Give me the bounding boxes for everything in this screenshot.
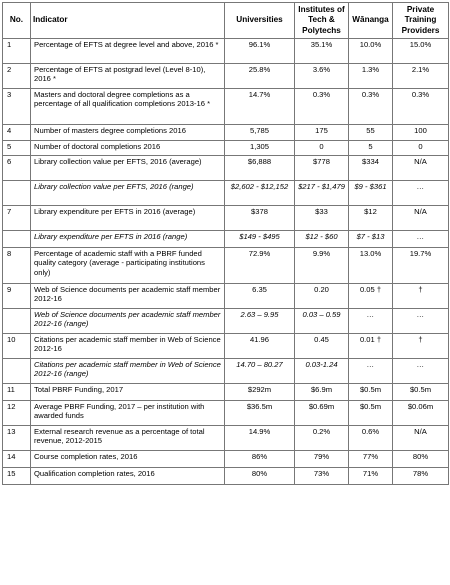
cell-ptp: N/A: [393, 156, 449, 181]
cell-universities: 14.70 – 80.27: [225, 359, 295, 384]
cell-indicator: Library collection value per EFTS, 2016 (average): [31, 156, 225, 181]
cell-no: 15: [3, 468, 31, 485]
cell-wananga: 13.0%: [349, 248, 393, 284]
cell-no: 3: [3, 89, 31, 125]
cell-indicator: Percentage of academic staff with a PBRF funded quality category (average - participating institutions only): [31, 248, 225, 284]
cell-ptp: …: [393, 309, 449, 334]
cell-indicator: Library collection value per EFTS, 2016 (range): [31, 181, 225, 206]
cell-ptp: 0: [393, 141, 449, 156]
table-row: [3, 468, 449, 485]
cell-universities: 25.8%: [225, 64, 295, 89]
cell-ptp: …: [393, 181, 449, 206]
cell-no: 1: [3, 39, 31, 64]
cell-universities: 6.35: [225, 284, 295, 309]
cell-wananga: $0.5m: [349, 401, 393, 426]
cell-ptp: 100: [393, 125, 449, 141]
cell-universities: $2,602 - $12,152: [225, 181, 295, 206]
cell-no: 10: [3, 334, 31, 359]
cell-indicator: Library expenditure per EFTS in 2016 (range): [31, 231, 225, 248]
cell-no: 8: [3, 248, 31, 284]
cell-institutes: 3.6%: [295, 64, 349, 89]
cell-universities: 5,785: [225, 125, 295, 141]
cell-ptp: N/A: [393, 426, 449, 451]
cell-universities: $6,888: [225, 156, 295, 181]
cell-wananga: 1.3%: [349, 64, 393, 89]
cell-institutes: $12 - $60: [295, 231, 349, 248]
table-row: [3, 334, 449, 359]
cell-no: 4: [3, 125, 31, 141]
cell-wananga: $0.5m: [349, 384, 393, 401]
cell-indicator: Percentage of EFTS at degree level and above, 2016 *: [31, 39, 225, 64]
cell-indicator: Masters and doctoral degree completions as a percentage of all qualification completions 2013-16 *: [31, 89, 225, 125]
header-indicator: Indicator: [31, 3, 225, 39]
cell-no: 12: [3, 401, 31, 426]
table-row: [3, 156, 449, 181]
cell-wananga: $12: [349, 206, 393, 231]
table-row: [3, 141, 449, 156]
cell-institutes: $778: [295, 156, 349, 181]
cell-wananga: 77%: [349, 451, 393, 468]
cell-ptp: $0.5m: [393, 384, 449, 401]
cell-ptp: …: [393, 231, 449, 248]
cell-wananga: 71%: [349, 468, 393, 485]
table-row: [3, 426, 449, 451]
cell-wananga: …: [349, 359, 393, 384]
cell-institutes: 0.45: [295, 334, 349, 359]
cell-institutes: $217 - $1,479: [295, 181, 349, 206]
cell-ptp: $0.06m: [393, 401, 449, 426]
cell-universities: 96.1%: [225, 39, 295, 64]
header-ptp: Private Training Providers: [393, 3, 449, 39]
cell-universities: $36.5m: [225, 401, 295, 426]
cell-wananga: 0.6%: [349, 426, 393, 451]
table-row: [3, 309, 449, 334]
cell-wananga: …: [349, 309, 393, 334]
table-row: [3, 89, 449, 125]
cell-indicator: Citations per academic staff member in Web of Science 2012-16: [31, 334, 225, 359]
cell-universities: $149 - $495: [225, 231, 295, 248]
cell-universities: 14.7%: [225, 89, 295, 125]
cell-wananga: $334: [349, 156, 393, 181]
cell-indicator: Average PBRF Funding, 2017 – per institution with awarded funds: [31, 401, 225, 426]
cell-institutes: 73%: [295, 468, 349, 485]
cell-ptp: …: [393, 359, 449, 384]
table-row: [3, 39, 449, 64]
cell-no: 11: [3, 384, 31, 401]
cell-institutes: 0.3%: [295, 89, 349, 125]
cell-institutes: 0.20: [295, 284, 349, 309]
header-row: [3, 3, 449, 39]
table-row: [3, 451, 449, 468]
cell-no: [3, 181, 31, 206]
cell-no: 13: [3, 426, 31, 451]
cell-institutes: $0.69m: [295, 401, 349, 426]
cell-no: 6: [3, 156, 31, 181]
cell-indicator: Qualification completion rates, 2016: [31, 468, 225, 485]
cell-no: 2: [3, 64, 31, 89]
cell-no: 5: [3, 141, 31, 156]
cell-institutes: 0.2%: [295, 426, 349, 451]
cell-no: [3, 359, 31, 384]
cell-universities: 41.96: [225, 334, 295, 359]
header-no: No.: [3, 3, 31, 39]
cell-wananga: 0.01 †: [349, 334, 393, 359]
cell-no: 9: [3, 284, 31, 309]
table-row: [3, 231, 449, 248]
cell-institutes: 0.03-1.24: [295, 359, 349, 384]
cell-ptp: 0.3%: [393, 89, 449, 125]
cell-indicator: Percentage of EFTS at postgrad level (Level 8-10), 2016 *: [31, 64, 225, 89]
cell-universities: 2.63 – 9.95: [225, 309, 295, 334]
table-row: [3, 359, 449, 384]
table-row: [3, 206, 449, 231]
cell-ptp: 2.1%: [393, 64, 449, 89]
cell-indicator: Number of masters degree completions 2016: [31, 125, 225, 141]
cell-institutes: 9.9%: [295, 248, 349, 284]
cell-no: [3, 309, 31, 334]
cell-ptp: 15.0%: [393, 39, 449, 64]
table-row: [3, 401, 449, 426]
cell-indicator: Citations per academic staff member in Web of Science 2012-16 (range): [31, 359, 225, 384]
cell-indicator: Course completion rates, 2016: [31, 451, 225, 468]
table-row: [3, 125, 449, 141]
cell-no: [3, 231, 31, 248]
cell-indicator: Number of doctoral completions 2016: [31, 141, 225, 156]
cell-universities: 80%: [225, 468, 295, 485]
cell-universities: 1,305: [225, 141, 295, 156]
header-universities: Universities: [225, 3, 295, 39]
cell-universities: 86%: [225, 451, 295, 468]
cell-ptp: †: [393, 334, 449, 359]
cell-no: 14: [3, 451, 31, 468]
cell-ptp: 19.7%: [393, 248, 449, 284]
table-row: [3, 284, 449, 309]
cell-indicator: External research revenue as a percentage of total revenue, 2012-2015: [31, 426, 225, 451]
cell-wananga: $7 - $13: [349, 231, 393, 248]
cell-no: 7: [3, 206, 31, 231]
cell-wananga: $9 - $361: [349, 181, 393, 206]
cell-institutes: 0: [295, 141, 349, 156]
cell-wananga: 0.05 †: [349, 284, 393, 309]
table-row: [3, 384, 449, 401]
cell-institutes: 79%: [295, 451, 349, 468]
cell-institutes: 175: [295, 125, 349, 141]
table-row: [3, 181, 449, 206]
cell-indicator: Total PBRF Funding, 2017: [31, 384, 225, 401]
cell-universities: 72.9%: [225, 248, 295, 284]
cell-wananga: 0.3%: [349, 89, 393, 125]
cell-universities: $292m: [225, 384, 295, 401]
cell-universities: 14.9%: [225, 426, 295, 451]
cell-universities: $378: [225, 206, 295, 231]
cell-wananga: 10.0%: [349, 39, 393, 64]
cell-institutes: $33: [295, 206, 349, 231]
header-institutes: Institutes of Tech & Polytechs: [295, 3, 349, 39]
cell-indicator: Web of Science documents per academic staff member 2012-16 (range): [31, 309, 225, 334]
cell-indicator: Web of Science documents per academic staff member 2012-16: [31, 284, 225, 309]
cell-ptp: N/A: [393, 206, 449, 231]
cell-institutes: 35.1%: [295, 39, 349, 64]
cell-indicator: Library expenditure per EFTS in 2016 (average): [31, 206, 225, 231]
cell-wananga: 5: [349, 141, 393, 156]
cell-ptp: 78%: [393, 468, 449, 485]
cell-institutes: $6.9m: [295, 384, 349, 401]
cell-wananga: 55: [349, 125, 393, 141]
table-row: [3, 64, 449, 89]
indicators-table: [2, 2, 449, 485]
cell-ptp: †: [393, 284, 449, 309]
table-row: [3, 248, 449, 284]
table-body: [3, 39, 449, 485]
cell-ptp: 80%: [393, 451, 449, 468]
header-wananga: Wānanga: [349, 3, 393, 39]
cell-institutes: 0.03 – 0.59: [295, 309, 349, 334]
